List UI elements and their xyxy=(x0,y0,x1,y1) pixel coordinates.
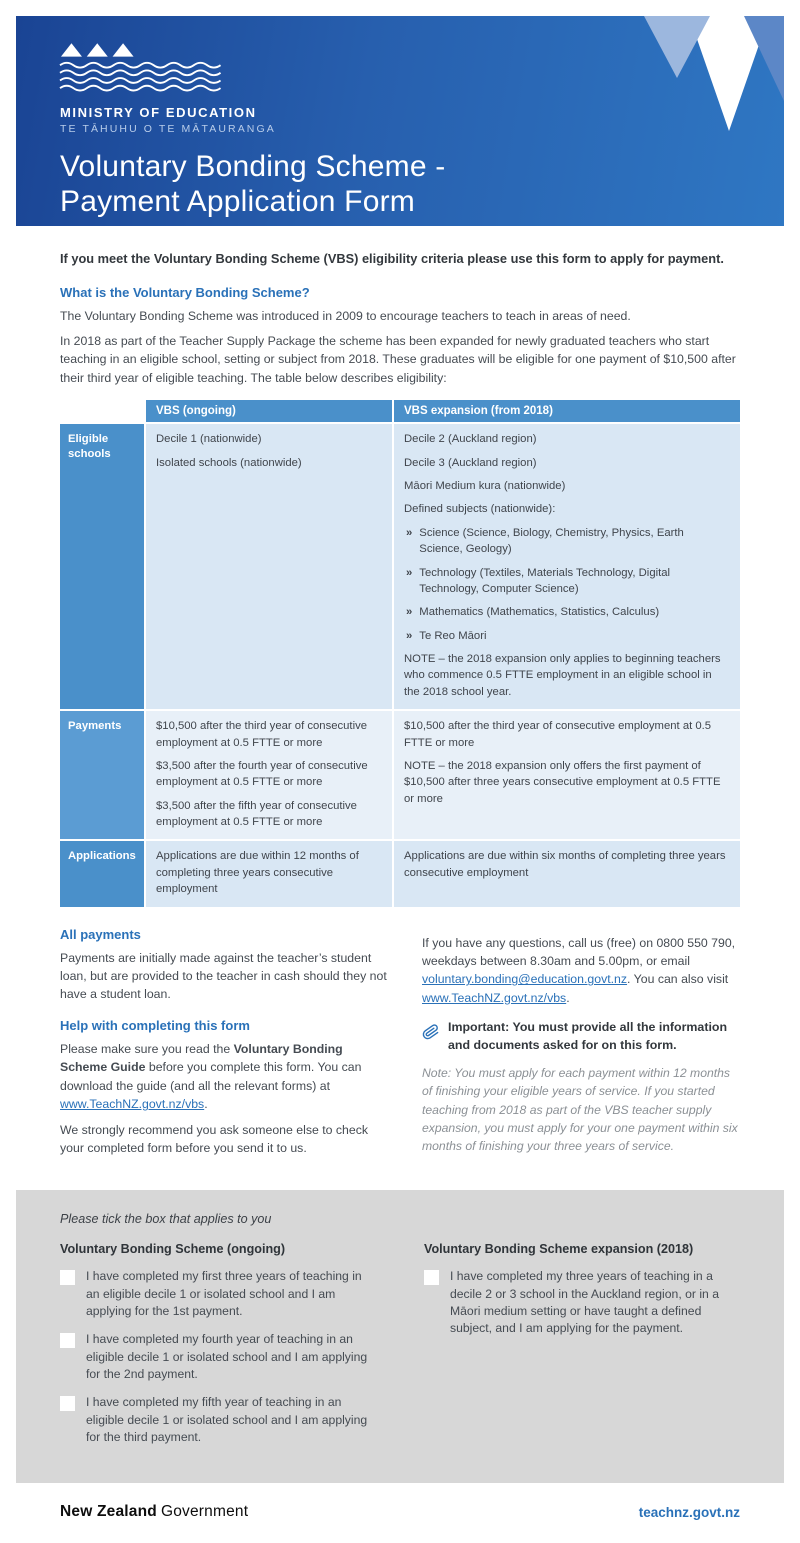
table-text: Te Reo Māori xyxy=(419,629,487,642)
contact-text: . xyxy=(566,990,570,1005)
tick-instruction: Please tick the box that applies to you xyxy=(60,1212,272,1227)
help-paragraph-2: We strongly recommend you ask someone else to check your completed form before you send it to us. xyxy=(60,1122,369,1156)
document-footer xyxy=(16,1483,784,1527)
checkbox-label: I have completed my three years of teaching in a decile 2 or 3 school in the Auckland region, or in a Māori medium setting or have taught a defined subject, and I am applying for the payment. xyxy=(450,1269,719,1336)
table-text: $10,500 after the third year of consecutive employment at 0.5 FTTE or more xyxy=(404,720,712,749)
teachnz-website-link[interactable]: teachnz.govt.nz xyxy=(638,1504,740,1520)
bullet-marker: » xyxy=(406,629,413,642)
guide-name: Voluntary Bonding Scheme Guide xyxy=(60,1041,343,1075)
contact-paragraph xyxy=(422,934,740,1008)
heading-vbs-ongoing: Voluntary Bonding Scheme (ongoing) xyxy=(60,1242,286,1257)
applications-ongoing-cell xyxy=(146,841,392,906)
help-text: . xyxy=(204,1097,208,1112)
table-text: Decile 2 (Auckland region) xyxy=(404,433,537,446)
govt-logo-text: New Zealand xyxy=(60,1503,157,1521)
column-header-vbs-expansion: VBS expansion (from 2018) xyxy=(394,400,740,422)
help-paragraph xyxy=(60,1040,390,1114)
main-content xyxy=(16,226,784,1164)
heading-vbs-expansion: Voluntary Bonding Scheme expansion (2018) xyxy=(424,1242,694,1257)
checkbox-third-payment[interactable] xyxy=(60,1396,75,1411)
checkbox-label: I have completed my fifth year of teaching in an eligible decile 1 or isolated school and I am applying for the third payment. xyxy=(86,1395,368,1445)
applications-expansion-cell xyxy=(394,841,740,906)
eligibility-table xyxy=(60,400,740,906)
row-label-applications: Applications xyxy=(60,841,144,906)
bullet-marker: » xyxy=(406,526,413,539)
important-text: Important: You must provide all the information and documents asked for on this form. xyxy=(448,1020,728,1052)
table-text: Decile 1 (nationwide) xyxy=(156,433,262,446)
teachnz-vbs-link[interactable]: www.TeachNZ.govt.nz/vbs xyxy=(60,1097,205,1112)
table-text: Decile 3 (Auckland region) xyxy=(404,456,537,469)
heading-all-payments: All payments xyxy=(60,926,141,942)
table-text: Science (Science, Biology, Chemistry, Physics, Earth Science, Geology) xyxy=(419,526,684,556)
triangle-decoration xyxy=(644,16,784,146)
subject-bullet xyxy=(404,628,730,644)
tick-column-ongoing xyxy=(60,1242,376,1457)
page-subtitle: For teaching graduates in their first five years of teaching xyxy=(60,227,501,247)
intro-paragraph-1: The Voluntary Bonding Scheme was introduced in 2009 to encourage teachers to teach in areas of need. xyxy=(60,308,631,323)
checkbox-row-third-payment xyxy=(60,1394,376,1446)
row-label-eligible-schools: Eligible schools xyxy=(60,424,144,709)
payments-ongoing-cell xyxy=(146,711,392,839)
table-text: $3,500 after the fourth year of consecutive employment at 0.5 FTTE or more xyxy=(156,759,368,789)
column-header-vbs-ongoing: VBS (ongoing) xyxy=(146,400,392,422)
document-header xyxy=(16,16,784,247)
info-columns xyxy=(60,927,740,1165)
ministry-name-maori: TE TĀHUHU O TE MĀTAURANGA xyxy=(60,123,276,135)
eligible-schools-expansion-cell xyxy=(394,424,740,709)
govt-logo-text: Government xyxy=(160,1503,249,1521)
page-title-line1: Voluntary Bonding Scheme - xyxy=(60,150,446,183)
heading-help: Help with completing this form xyxy=(60,1017,250,1033)
table-text: Isolated schools (nationwide) xyxy=(156,456,302,469)
paperclip-icon xyxy=(420,1019,442,1051)
ministry-logo-mark xyxy=(60,42,232,96)
table-text: Mathematics (Mathematics, Statistics, Calculus) xyxy=(419,606,660,619)
nz-government-logo xyxy=(60,1503,248,1521)
table-text: NOTE – the 2018 expansion only offers the first payment of $10,500 after three years consecutive employment at 0.5 FTTE or more xyxy=(404,759,721,805)
intro-paragraph-2: In 2018 as part of the Teacher Supply Package the scheme has been expanded for newly graduated teachers who start teaching in an eligible school, setting or subject from 2018. These graduates will be eligible for one payment of $10,500 after their third year of eligible teaching. The table below describes eligibility: xyxy=(60,333,736,385)
help-text: before you complete this form. You can download the guide (and all the relevant forms) at xyxy=(60,1060,362,1093)
contact-email-link[interactable]: voluntary.bonding@education.govt.nz xyxy=(422,972,628,987)
table-corner-cell xyxy=(60,400,144,422)
section-heading-what-is-vbs: What is the Voluntary Bonding Scheme? xyxy=(60,284,310,300)
teachnz-vbs-link[interactable]: www.TeachNZ.govt.nz/vbs xyxy=(422,990,567,1005)
important-callout xyxy=(422,1019,740,1054)
table-text: Technology (Textiles, Materials Technology, Digital Technology, Computer Science) xyxy=(419,566,671,595)
checkbox-row-expansion-payment xyxy=(424,1268,740,1337)
note-text: Note: You must apply for each payment within 12 months of finishing your eligible years of service. If you started teaching from 2018 as part of the VBS teacher supply expansion, you must apply for your one payment within six months of finishing your three years of service. xyxy=(422,1066,738,1154)
help-text: Please make sure you read the xyxy=(60,1041,234,1056)
contact-text: . You can also visit xyxy=(627,972,729,987)
row-label-payments: Payments xyxy=(60,711,144,839)
payments-expansion-cell xyxy=(394,711,740,839)
checkbox-label: I have completed my first three years of teaching in an eligible decile 1 or isolated school and I am applying for the 1st payment. xyxy=(86,1269,362,1319)
info-column-right xyxy=(422,927,740,1165)
all-payments-text: Payments are initially made against the teacher’s student loan, but are provided to the teacher in cash should they not have a student loan. xyxy=(60,950,387,1002)
table-text: Defined subjects (nationwide): xyxy=(404,503,556,516)
subject-bullet xyxy=(404,604,730,620)
table-text: $10,500 after the third year of consecutive employment at 0.5 FTTE or more xyxy=(156,720,368,749)
info-column-left xyxy=(60,927,390,1165)
tick-section xyxy=(16,1190,784,1483)
page-title-line2: Payment Application Form xyxy=(60,184,415,218)
checkbox-first-payment[interactable] xyxy=(60,1270,75,1285)
page-title xyxy=(60,150,784,219)
eligibility-statement: If you meet the Voluntary Bonding Scheme (VBS) eligibility criteria please use this form to apply for payment. xyxy=(60,251,724,266)
bullet-marker: » xyxy=(406,566,413,579)
table-text: Māori Medium kura (nationwide) xyxy=(404,480,566,493)
eligible-schools-ongoing-cell xyxy=(146,424,392,709)
subject-bullet xyxy=(404,565,730,598)
subject-bullet xyxy=(404,525,730,558)
contact-text: If you have any questions, call us (free) on 0800 550 790, weekdays between 8.30am and 5.00pm, or email xyxy=(422,935,736,968)
table-text: Applications are due within 12 months of completing three years consecutive employment xyxy=(156,850,359,896)
ministry-name: MINISTRY OF EDUCATION xyxy=(60,105,257,120)
tick-column-expansion xyxy=(424,1242,740,1457)
checkbox-row-first-payment xyxy=(60,1268,376,1320)
checkbox-label: I have completed my fourth year of teaching in an eligible decile 1 or isolated school and I am applying for the 2nd payment. xyxy=(86,1332,368,1382)
checkbox-second-payment[interactable] xyxy=(60,1333,75,1348)
expansion-note: NOTE – the 2018 expansion only applies to beginning teachers who commence 0.5 FTTE employment in an eligible school in the 2018 school year. xyxy=(404,653,721,698)
table-text: Applications are due within six months of completing three years consecutive employment xyxy=(404,850,726,879)
tick-columns xyxy=(60,1242,740,1457)
bullet-marker: » xyxy=(406,606,413,619)
checkbox-expansion-payment[interactable] xyxy=(424,1270,439,1285)
checkbox-row-second-payment xyxy=(60,1331,376,1383)
table-text: $3,500 after the fifth year of consecutive employment at 0.5 FTTE or more xyxy=(156,799,357,829)
